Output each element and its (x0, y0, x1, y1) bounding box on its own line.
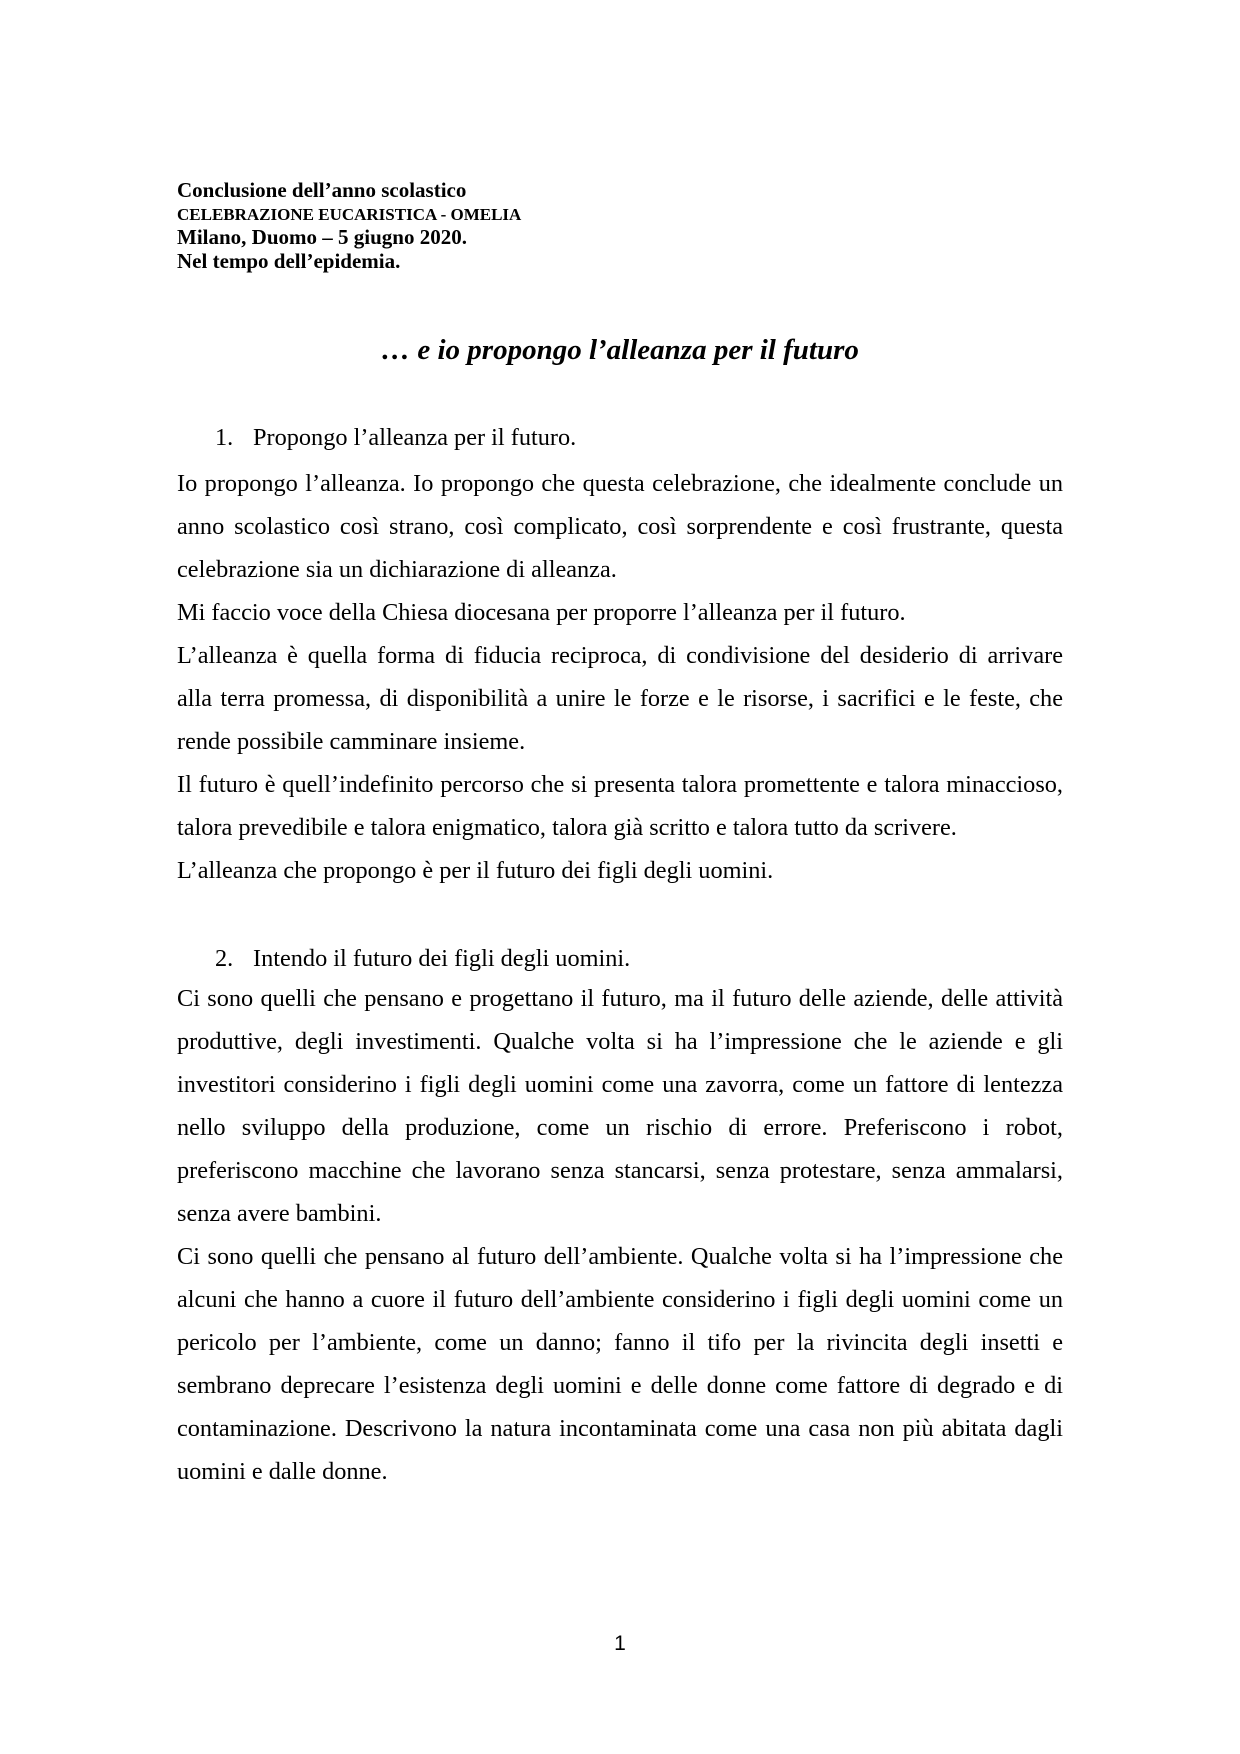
body-line: Ci sono quelli che pensano e progettano il futuro, ma il futuro delle aziende, delle attività (177, 985, 1063, 1013)
body-line: celebrazione sia un dichiarazione di alleanza. (177, 555, 617, 583)
body-line: pericolo per l’ambiente, come un danno; fanno il tifo per la rivincita degli insetti e (177, 1329, 1063, 1357)
paragraph (177, 849, 1063, 892)
paragraph (177, 977, 1063, 1235)
list-number: 1. (215, 423, 234, 451)
body-line: produttive, degli investimenti. Qualche volta si ha l’impressione che le aziende e gli (177, 1028, 1063, 1056)
paragraph (177, 1235, 1063, 1493)
body-line: L’alleanza è quella forma di fiducia reciproca, di condivisione del desiderio di arrivare (177, 641, 1063, 669)
header-occasion: Conclusione dell’anno scolastico (177, 178, 467, 202)
body-line: anno scolastico così strano, così complicato, così sorprendente e così frustrante, questa (177, 512, 1063, 540)
document-title: … e io propongo l’alleanza per il futuro (381, 334, 859, 366)
paragraph (177, 634, 1063, 763)
document-header (177, 179, 521, 273)
body-line: L’alleanza che propongo è per il futuro dei figli degli uomini. (177, 856, 774, 884)
body-line: Ci sono quelli che pensano al futuro dell’ambiente. Qualche volta si ha l’impressione che (177, 1243, 1063, 1271)
body-line: investitori considerino i figli degli uomini come una zavorra, come un fattore di lentezza (177, 1071, 1063, 1099)
paragraph (177, 462, 1063, 591)
list-item (177, 416, 1063, 459)
body-line: Il futuro è quell’indefinito percorso che si presenta talora promettente e talora minaccioso, (177, 770, 1063, 798)
header-context: Nel tempo dell’epidemia. (177, 248, 401, 273)
body-line: rende possibile camminare insieme. (177, 727, 526, 755)
paragraph (177, 591, 1063, 634)
section-1-body (177, 462, 1063, 892)
body-line: nello sviluppo della produzione, come un rischio di errore. Preferiscono i robot, (177, 1114, 1063, 1142)
body-line: contaminazione. Descrivono la natura incontaminata come una casa non più abitata dagli (177, 1415, 1063, 1443)
body-line: preferiscono macchine che lavorano senza stancarsi, senza protestare, senza ammalarsi, (177, 1157, 1063, 1185)
body-line: sembrano deprecare l’esistenza degli uomini e delle donne come fattore di degrado e di (177, 1372, 1063, 1400)
paragraph (177, 763, 1063, 849)
body-line: Io propongo l’alleanza. Io propongo che questa celebrazione, che idealmente conclude un (177, 469, 1063, 497)
section-2-heading (177, 937, 1063, 980)
body-line: uomini e dalle donne. (177, 1458, 388, 1486)
body-line: talora prevedibile e talora enigmatico, talora già scritto e talora tutto da scrivere. (177, 813, 957, 841)
body-line: Mi faccio voce della Chiesa diocesana per proporre l’alleanza per il futuro. (177, 598, 906, 626)
header-celebration: CELEBRAZIONE EUCARISTICA - OMELIA (177, 204, 522, 224)
list-item (177, 937, 1063, 980)
body-line: alla terra promessa, di disponibilità a unire le forze e le risorse, i sacrifici e le feste, che (177, 684, 1063, 712)
list-item-text: Propongo l’alleanza per il futuro. (253, 423, 577, 451)
body-line: senza avere bambini. (177, 1200, 382, 1228)
list-item-text: Intendo il futuro dei figli degli uomini. (253, 945, 631, 972)
header-place-date: Milano, Duomo – 5 giugno 2020. (177, 225, 467, 249)
page-number: 1 (614, 1632, 626, 1655)
list-number: 2. (215, 945, 234, 972)
body-line: alcuni che hanno a cuore il futuro dell’ambiente considerino i figli degli uomini come un (177, 1286, 1063, 1314)
section-1-heading (177, 416, 1063, 459)
section-2-body (177, 977, 1063, 1493)
